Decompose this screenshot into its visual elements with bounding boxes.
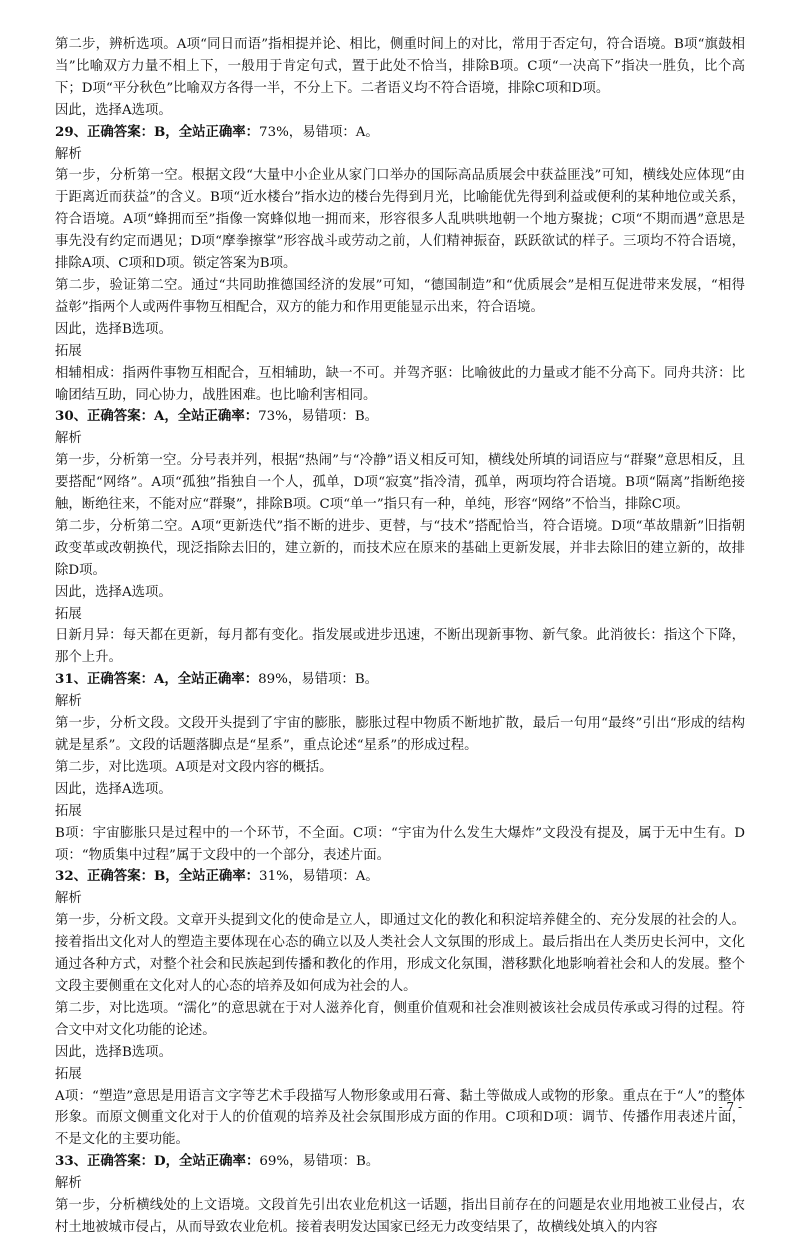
answer-header [55, 866, 745, 888]
page-number: - 7 - [718, 1100, 742, 1114]
accuracy-label: 全站正确率： [178, 123, 260, 140]
accuracy-label: 全站正确率： [179, 1153, 260, 1170]
paragraph: 第二步，辨析选项。A项“同日而语”指相提并论、相比，侧重时间上的对比，常用于否定句，符合语境。B项“旗鼓相当”比喻双方力量不相上下，一般用于肯定句式，置于此处不恰当，排除B项。C项“一决高下”指决一胜负，比个高下；D项“平分秋色”比喻双方各得一半，不分上下。二者语义均不符合语境，排除C项和D项。 [55, 37, 745, 96]
paragraph: 拓展 [55, 606, 82, 622]
paragraph: 第一步，分析第一空。分号表并列，根据“热闹”与“冷静”语义相反可知，横线处所填的词语应与“群聚”意思相反，且要搭配“网络”。A项“孤独”指独自一个人，孤单，D项“寂寞”指冷清，孤单，两项均符合语境。B项“隔离”指断绝接触，断绝往来，不能对应“群聚”，排除B项。C项“单一”指只有一种，单纯，形容“网络”不恰当，排除C项。 [55, 453, 745, 513]
paragraph: 解析 [55, 891, 82, 907]
paragraph: A项：“塑造”意思是用语言文字等艺术手段描写人物形象或用石膏、黏土等做成人或物的形象。重点在于“人”的整体形象。而原文侧重文化对于人的价值观的培养及社会氛围形成方面的作用。C项和D项：调节、传播作用表述片面，不是文化的主要功能。 [55, 1088, 745, 1148]
accuracy-value: 89%，易错项：B。 [258, 672, 379, 688]
paragraph: 第一步，分析横线处的上文语境。文段首先引出农业危机这一话题，指出目前存在的问题是农业用地被工业侵占，农村土地被城市侵占，从而导致农业危机。接着表明发达国家已经无力改变结果了，故横线处填入的内容 [55, 1198, 745, 1235]
accuracy-label: 全站正确率： [178, 868, 260, 885]
answer-value: A， [153, 671, 178, 688]
accuracy-label: 全站正确率： [177, 671, 259, 688]
answer-label: 33、正确答案： [55, 1153, 154, 1170]
paragraph: 解析 [55, 1176, 82, 1192]
paragraph: 第一步，分析第一空。根据文段“大量中小企业从家门口举办的国际高品质展会中获益匪浅”可知，横线处应体现“由于距离近而获益”的含义。B项“近水楼台”指水边的楼台先得到月光，比喻能优先得到利益或便利的某种地位或关系，符合语境。A项“蜂拥而至”指像一窝蜂似地一拥而来，形容很多人乱哄哄地朝一个地方聚拢；C项“不期而遇”意思是事先没有约定而遇见；D项“摩拳擦掌”形容战斗或劳动之前，人们精神振奋，跃跃欲试的样子。三项均不符合语境，排除A项、C项和D项。锁定答案为B项。 [55, 168, 745, 272]
answer-label: 32、正确答案： [55, 868, 154, 885]
paragraph: 第二步，验证第二空。通过“共同助推德国经济的发展”可知，“德国制造”和“优质展会”是相互促进带来发展，“相得益彰”指两个人或两件事物互相配合，双方的能力和作用更能显示出来，符合语境。 [55, 277, 745, 315]
document-body [55, 34, 745, 1239]
answer-label: 30、正确答案： [55, 408, 154, 425]
accuracy-value: 73%，易错项：B。 [258, 409, 379, 425]
accuracy-label: 全站正确率： [177, 408, 259, 425]
paragraph: 解析 [55, 146, 82, 162]
paragraph: 拓展 [55, 1066, 82, 1082]
paragraph: 因此，选择A选项。 [55, 102, 172, 118]
paragraph: 第二步，分析第二空。A项“更新迭代”指不断的进步、更替，与“技术”搭配恰当，符合语境。D项“革故鼎新”旧指朝政变革或改朝换代，现泛指除去旧的，建立新的，而技术应在原来的基础上更新发展，并非去除旧的建立新的，故排除D项。 [55, 518, 745, 578]
answer-label: 29、正确答案： [55, 123, 154, 140]
answer-value: A， [153, 408, 178, 425]
paragraph: B项：宇宙膨胀只是过程中的一个环节，不全面。C项：“宇宙为什么发生大爆炸”文段没有提及，属于无中生有。D项：“物质集中过程”属于文段中的一个部分，表述片面。 [55, 825, 745, 863]
answer-header [55, 669, 745, 691]
accuracy-value: 31%，易错项：A。 [259, 869, 379, 885]
paragraph: 拓展 [55, 803, 82, 819]
paragraph: 拓展 [55, 343, 82, 359]
paragraph: 日新月异：每天都在更新，每月都有变化。指发展或进步迅速，不断出现新事物、新气象。此消彼长：指这个下降，那个上升。 [55, 628, 745, 666]
paragraph: 因此，选择A选项。 [55, 781, 172, 797]
paragraph: 因此，选择A选项。 [55, 584, 172, 600]
paragraph: 因此，选择B选项。 [55, 321, 172, 337]
paragraph: 第一步，分析文段。文段开头提到了宇宙的膨胀，膨胀过程中物质不断地扩散，最后一句用“最终”引出“形成的结构就是星系”。文段的话题落脚点是“星系”，重点论述“星系”的形成过程。 [55, 716, 745, 753]
paragraph: 相辅相成：指两件事物互相配合，互相辅助，缺一不可。并驾齐驱：比喻彼此的力量或才能不分高下。同舟共济：比喻团结互助，同心协力，战胜困难。也比喻利害相同。 [55, 365, 745, 403]
paragraph: 第二步，对比选项。A项是对文段内容的概括。 [55, 759, 333, 775]
answer-label: 31、正确答案： [55, 671, 154, 688]
accuracy-value: 69%，易错项：B。 [259, 1154, 380, 1170]
answer-header [55, 406, 745, 428]
answer-value: B， [153, 868, 179, 885]
answer-value: D， [153, 1153, 179, 1170]
paragraph: 因此，选择B选项。 [55, 1044, 172, 1060]
answer-header [55, 1151, 745, 1173]
paragraph: 解析 [55, 694, 82, 710]
answer-value: B， [153, 123, 179, 140]
accuracy-value: 73%，易错项：A。 [259, 124, 379, 140]
answer-header [55, 122, 745, 144]
paragraph: 第一步，分析文段。文章开头提到文化的使命是立人，即通过文化的教化和积淀培养健全的、充分发展的社会的人。接着指出文化对人的塑造主要体现在心态的确立以及人类社会人文氛围的形成上。最后指出在人类历史长河中，文化通过各种方式，对整个社会和民族起到传播和教化的作用，形成文化氛围，潜移默化地影响着社会和人的发展。整个文段主要侧重在文化对人的心态的培养及如何成为社会的人。 [55, 913, 745, 994]
paragraph: 第二步，对比选项。“濡化”的意思就在于对人滋养化育，侧重价值观和社会准则被该社会成员传承或习得的过程。符合文中对文化功能的论述。 [55, 1000, 745, 1038]
paragraph: 解析 [55, 431, 82, 447]
